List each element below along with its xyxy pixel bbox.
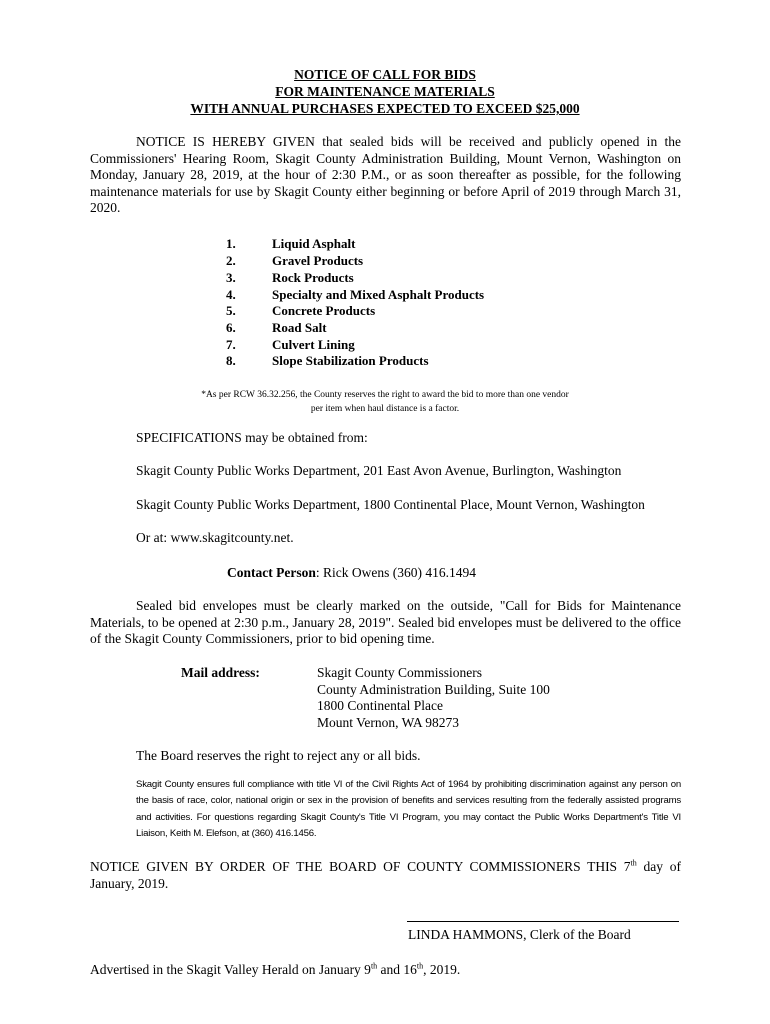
list-item-number: 8. <box>226 353 236 368</box>
list-item-number: 4. <box>226 287 236 302</box>
contact-label: Contact Person <box>227 565 316 580</box>
mail-address-line-1: Skagit County Commissioners <box>317 665 483 680</box>
list-item-label: Concrete Products <box>272 303 376 318</box>
list-item-label: Gravel Products <box>272 253 364 268</box>
contact-value: : Rick Owens (360) 416.1494 <box>315 565 476 580</box>
advertised-date-suffix: th <box>416 961 424 971</box>
mail-address-line-4: Mount Vernon, WA 98273 <box>317 715 460 730</box>
list-item-label: Slope Stabilization Products <box>272 353 429 368</box>
mail-address-line-2: County Administration Building, Suite 100 <box>317 682 550 697</box>
intro-paragraph: NOTICE IS HEREBY GIVEN that sealed bids will be received and publicly opened in the Commissioners' Hearing Room, Skagit County Administration Building, Mount Vernon, Washington on Monday, January 28, 2019, at the hour of 2:30 P.M., or as soon thereafter as possible, for the following maintenance materials for use by Skagit County either beginning or before April of 2019 through March 31, 2020. <box>90 134 681 216</box>
contact-person <box>227 565 476 581</box>
advertised-statement <box>90 962 460 978</box>
civil-rights-statement: Skagit County ensures full compliance with title VI of the Civil Rights Act of 1964 by prohibiting discrimination against any person on the basis of race, color, national origin or sex in the provision of benefits and services resulting from the federally assisted programs and activities. For questions regarding Skagit County's Title VI Program, you may contact the Public Works Department's Title VI Liaison, Keith M. Elefson, at (360) 416.1456. <box>136 779 681 840</box>
mail-address-line-3: 1800 Continental Place <box>317 698 443 713</box>
list-item-number: 3. <box>226 270 236 285</box>
specs-location-burlington: Skagit County Public Works Department, 201 East Avon Avenue, Burlington, Washington <box>136 463 622 478</box>
specifications-heading: SPECIFICATIONS may be obtained from: <box>136 430 368 445</box>
list-item-number: 1. <box>226 236 236 251</box>
list-item-label: Culvert Lining <box>272 337 355 352</box>
notice-title-line-2: FOR MAINTENANCE MATERIALS <box>275 84 495 99</box>
order-day-suffix: th <box>630 858 637 868</box>
rcw-note-line-2: per item when haul distance is a factor. <box>310 404 460 414</box>
specs-website: Or at: www.skagitcounty.net. <box>136 530 294 545</box>
board-reserves-statement: The Board reserves the right to reject any or all bids. <box>136 748 421 763</box>
order-statement <box>90 859 681 892</box>
mail-address-label: Mail address: <box>181 665 260 680</box>
rcw-note-line-1: *As per RCW 36.32.256, the County reserves the right to award the bid to more than one vendor <box>201 390 569 400</box>
envelope-instructions: Sealed bid envelopes must be clearly marked on the outside, "Call for Bids for Maintenance Materials, to be opened at 2:30 p.m., January 28, 2019". Sealed bid envelopes must be delivered to the office of the Skagit County Commissioners, prior to bid opening time. <box>90 598 681 647</box>
list-item-number: 7. <box>226 337 236 352</box>
notice-title-line-3: WITH ANNUAL PURCHASES EXPECTED TO EXCEED $25,000 <box>190 101 580 116</box>
notice-title-line-1: NOTICE OF CALL FOR BIDS <box>294 67 476 82</box>
list-item-label: Liquid Asphalt <box>272 236 356 251</box>
order-text: NOTICE GIVEN BY ORDER OF THE BOARD OF COUNTY COMMISSIONERS THIS 7 <box>90 859 631 874</box>
list-item-label: Specialty and Mixed Asphalt Products <box>272 287 485 302</box>
list-item-label: Road Salt <box>272 320 327 335</box>
advertised-text-middle: and 16 <box>377 962 417 977</box>
list-item-number: 2. <box>226 253 236 268</box>
list-item-number: 5. <box>226 303 236 318</box>
specs-location-mount-vernon: Skagit County Public Works Department, 1800 Continental Place, Mount Vernon, Washington <box>136 497 645 512</box>
advertised-text-end: , 2019. <box>423 962 461 977</box>
list-item-number: 6. <box>226 320 236 335</box>
advertised-text: Advertised in the Skagit Valley Herald on January 9 <box>90 962 371 977</box>
advertised-date-suffix: th <box>370 961 378 971</box>
signature-line <box>407 921 679 922</box>
order-text-end: day of January, 2019. <box>90 859 681 891</box>
list-item-label: Rock Products <box>272 270 354 285</box>
clerk-signature-name: LINDA HAMMONS, Clerk of the Board <box>408 927 631 942</box>
